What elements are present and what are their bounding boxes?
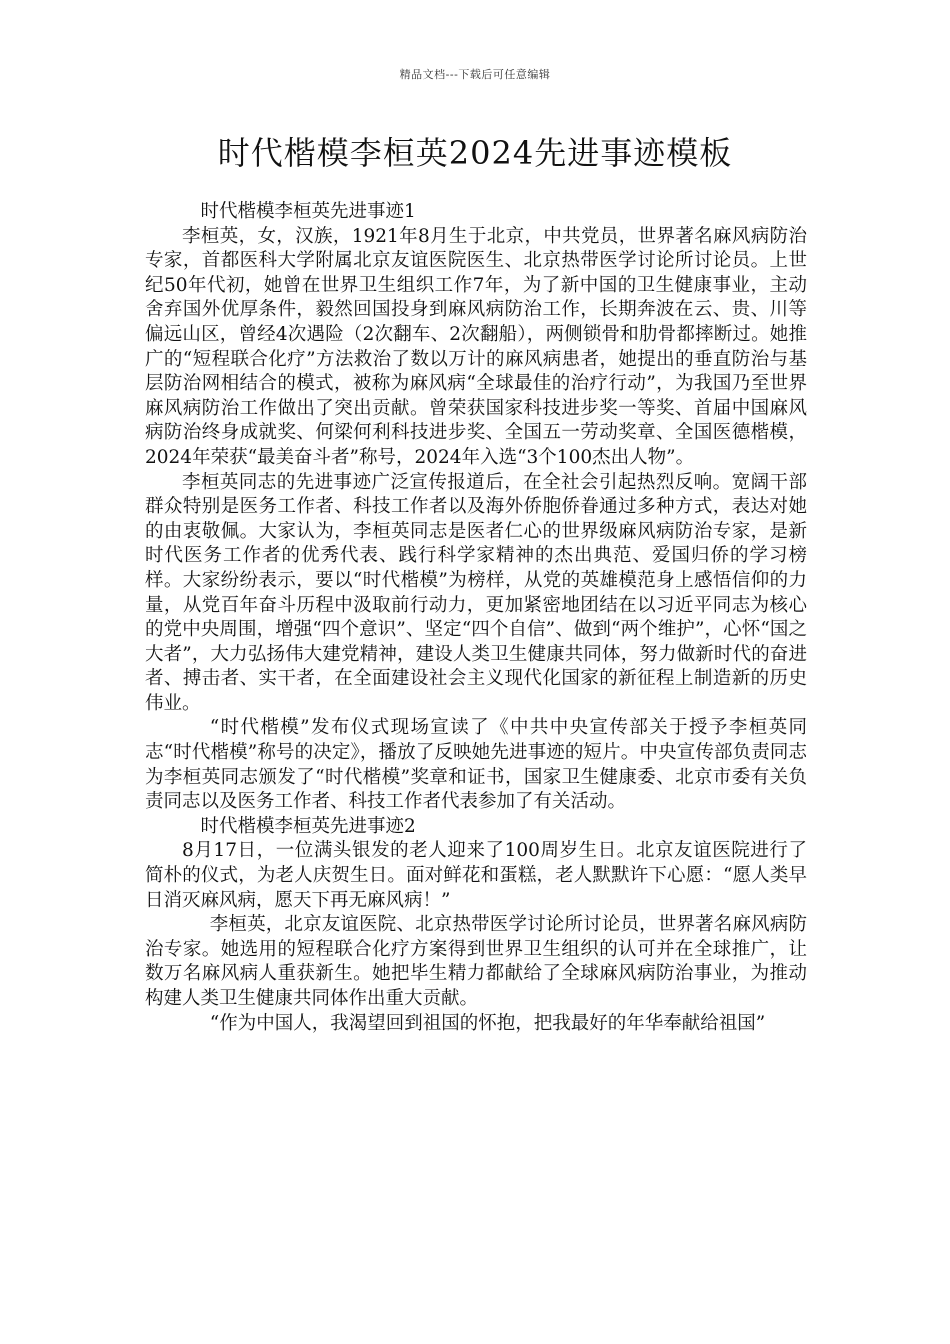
section-heading-1: 时代楷模李桓英先进事迹1 <box>200 201 416 222</box>
paragraph: 李桓英同志的先进事迹广泛宣传报道后，在全社会引起热烈反响。宽阔干部群众特别是医务工作者、科技工作者以及海外侨胞侨眷通过多种方式，表达对她的由衷敬佩。大家认为，李桓英同志是医者仁心的世界级麻风病防治专家，是新时代医务工作者的优秀代表、践行科学家精神的杰出典范、爱国归侨的学习榜样。大家纷纷表示，要以“时代楷模”为榜样，从党的英雄模范身上感悟信仰的力量，从党百年奋斗历程中汲取前行动力，更加紧密地团结在以习近平同志为核心的党中央周围，增强“四个意识”、坚定“四个自信”、做到“两个维护”，心怀“国之大者”，大力弘扬伟大建党精神，建设人类卫生健康共同体，努力做新时代的奋进者、搏击者、实干者，在全面建设社会主义现代化国家的新征程上制造新的历史伟业。 <box>145 471 807 714</box>
section-heading-2: 时代楷模李桓英先进事迹2 <box>200 815 416 837</box>
paragraph: “时代楷模”发布仪式现场宣读了《中共中央宣传部关于授予李桓英同志“时代楷模”称号的决定》，播放了反映她先进事迹的短片。中央宣传部负责同志为李桓英同志颁发了“时代楷模”奖章和证书，国家卫生健康委、北京市委有关负责同志以及医务工作者、科技工作者代表参加了有关活动。 <box>145 717 807 813</box>
paragraph: 李桓英，女，汉族，1921年8月生于北京，中共党员，世界著名麻风病防治专家，首都医科大学附属北京友谊医院医生、北京热带医学讨论所讨论员。上世纪50年代初，她曾在世界卫生组织工作7年，为了新中国的卫生健康事业，主动舍弃国外优厚条件，毅然回国投身到麻风病防治工作，长期奔波在云、贵、川等偏远山区，曾经4次遇险（2次翻车、2次翻船），两侧锁骨和肋骨都摔断过。她推广的“短程联合化疗”方法救治了数以万计的麻风病患者，她提出的垂直防治与基层防治网相结合的模式，被称为麻风病“全球最佳的治疗行动”，为我国乃至世界麻风病防治工作做出了突出贡献。曾荣获国家科技进步奖一等奖、首届中国麻风病防治终身成就奖、何梁何利科技进步奖、全国五一劳动奖章、全国医德楷模，2024年荣获“最美奋斗者”称号，2024年入选“3个100杰出人物”。 <box>145 225 807 468</box>
paragraph: 8月17日，一位满头银发的老人迎来了100周岁生日。北京友谊医院进行了简朴的仪式，为老人庆贺生日。面对鲜花和蛋糕，老人默默许下心愿：“愿人类早日消灭麻风病，愿天下再无麻风病！” <box>145 840 807 911</box>
document-title: 时代楷模李桓英2024先进事迹模板 <box>217 134 733 172</box>
page-header-note: 精品文档---下载后可任意编辑 <box>399 68 551 81</box>
document-body <box>145 200 807 1036</box>
paragraph: 李桓英，北京友谊医院、北京热带医学讨论所讨论员，世界著名麻风病防治专家。她选用的短程联合化疗方案得到世界卫生组织的认可并在全球推广，让数万名麻风病人重获新生。她把毕生精力都献给了全球麻风病防治事业，为推动构建人类卫生健康共同体作出重大贡献。 <box>145 914 807 1009</box>
paragraph: “作为中国人，我渴望回到祖国的怀抱，把我最好的年华奉献给祖国” <box>209 1012 766 1034</box>
